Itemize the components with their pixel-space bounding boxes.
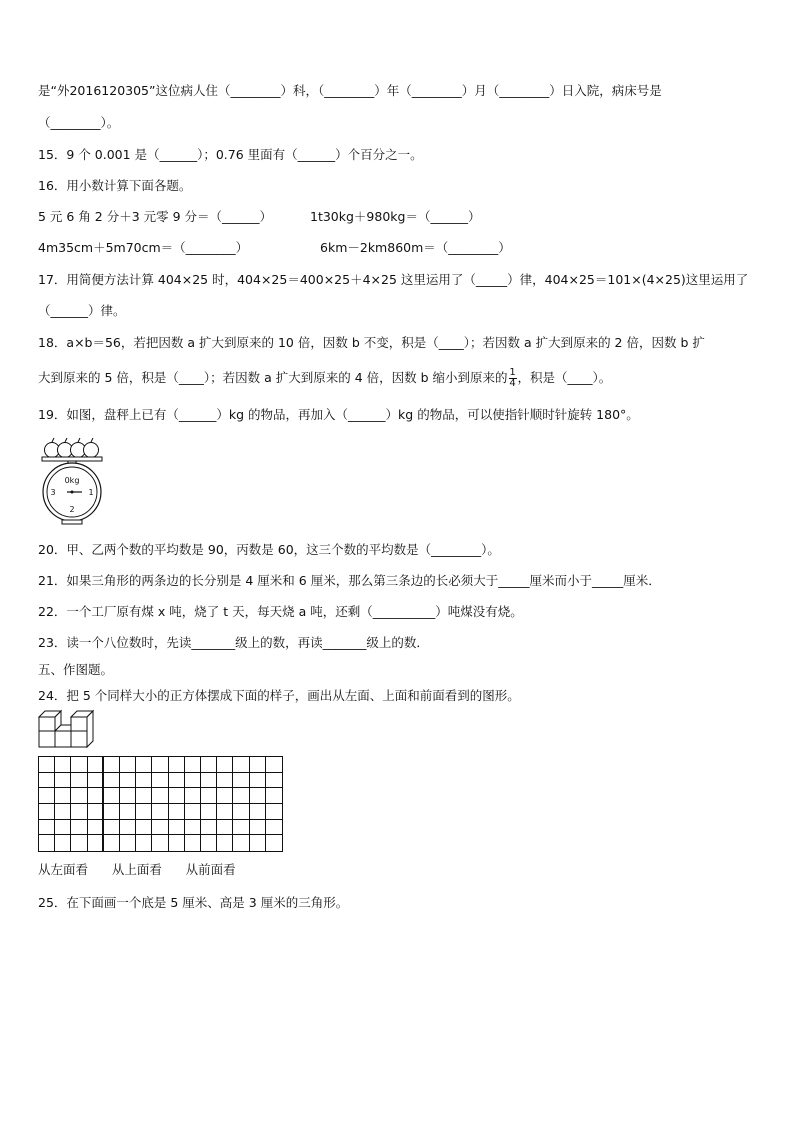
grid-cell [71, 773, 87, 789]
grid-cell [233, 788, 249, 804]
grid-cell [104, 804, 120, 820]
question-18-line-2 [38, 368, 611, 389]
grid-cell [169, 757, 185, 773]
scale-figure [38, 433, 106, 527]
grid-cell [201, 820, 217, 836]
grid-cell [55, 788, 71, 804]
grid-cell [233, 835, 249, 851]
grid-cell [136, 804, 152, 820]
grid-cell [250, 773, 266, 789]
cubes-figure [37, 707, 99, 751]
grid-cell [266, 773, 282, 789]
apple-icon [45, 438, 99, 458]
grid-cell [185, 773, 201, 789]
grid-cell [88, 788, 104, 804]
grid-cell [136, 835, 152, 851]
grid-cell [233, 804, 249, 820]
question-19: 19．如图，盘秤上已有（______）kg 的物品，再加入（______）kg 的物品，可以使指针顺时针旋转 180°。 [38, 407, 639, 422]
grid-cell [250, 804, 266, 820]
grid-cell [201, 835, 217, 851]
grid-cell [88, 820, 104, 836]
question-17-line-1: 17．用简便方法计算 404×25 时，404×25＝400×25＋4×25 这里运用了（_____）律，404×25＝101×(4×25)这里运用了 [38, 272, 749, 287]
grid-cell [55, 835, 71, 851]
grid-cell [217, 820, 233, 836]
question-20: 20．甲、乙两个数的平均数是 90，丙数是 60，这三个数的平均数是（________）。 [38, 542, 500, 557]
q14-line-1: 是“外2016120305”这位病人住（________）科，（________）年（________）月（________）日入院，病床号是 [38, 83, 662, 98]
grid-cell [152, 804, 168, 820]
grid-cell [266, 804, 282, 820]
grid-cell [185, 820, 201, 836]
question-21: 21．如果三角形的两条边的长分别是 4 厘米和 6 厘米，那么第三条边的长必须大于_____厘米而小于_____厘米． [38, 573, 661, 588]
grid-cell [136, 773, 152, 789]
grid-cell [217, 835, 233, 851]
grid-cell [250, 788, 266, 804]
grid-cell [120, 835, 136, 851]
grid-cell [39, 773, 55, 789]
grid-cell [217, 804, 233, 820]
grid-cell [169, 804, 185, 820]
grid-cell [169, 835, 185, 851]
grid-cell [71, 835, 87, 851]
fraction-denominator: 4 [509, 378, 516, 389]
grid-cell [201, 773, 217, 789]
grid-cell [88, 773, 104, 789]
grid-cell [104, 757, 120, 773]
section-5-heading: 五、作图题。 [38, 662, 114, 677]
grid-cell [169, 788, 185, 804]
grid-cell [250, 757, 266, 773]
grid-cell [120, 757, 136, 773]
grid-cell [71, 788, 87, 804]
drawing-grid [38, 756, 283, 852]
grid-cell [152, 835, 168, 851]
grid-cell [88, 804, 104, 820]
question-25: 25．在下面画一个底是 5 厘米、高是 3 厘米的三角形。 [38, 895, 349, 910]
grid-cell [104, 773, 120, 789]
grid-cell [152, 757, 168, 773]
grid-cell [39, 835, 55, 851]
scale-right-label: 1 [88, 488, 94, 497]
grid-cell [185, 835, 201, 851]
grid-cell [266, 820, 282, 836]
question-18-line-1: 18．a×b＝56，若把因数 a 扩大到原来的 10 倍，因数 b 不变，积是（____）；若因数 a 扩大到原来的 2 倍，因数 b 扩 [38, 335, 705, 350]
grid-cell [233, 820, 249, 836]
grid-cell [169, 773, 185, 789]
grid-cell [217, 773, 233, 789]
grid-cell [55, 773, 71, 789]
grid-cell [250, 820, 266, 836]
grid-cell [120, 773, 136, 789]
grid-cell [185, 757, 201, 773]
view-labels: 从左面看 从上面看 从前面看 [38, 862, 236, 877]
question-16b: 1t30kg＋980kg＝（______） [310, 209, 481, 224]
grid-cell [266, 788, 282, 804]
grid-cell [201, 804, 217, 820]
grid-cell [88, 757, 104, 773]
grid-cell [71, 804, 87, 820]
grid-cell [185, 788, 201, 804]
question-18-text-a: 大到原来的 5 倍，积是（____）；若因数 a 扩大到原来的 4 倍，因数 b 缩小到原来的 [38, 370, 508, 385]
grid-cell [55, 804, 71, 820]
grid-cell [104, 835, 120, 851]
grid-cell [250, 835, 266, 851]
grid-cell [169, 820, 185, 836]
scale-left-label: 3 [50, 488, 56, 497]
grid-cell [88, 835, 104, 851]
grid-cell [136, 788, 152, 804]
grid-cell [120, 788, 136, 804]
grid-cell [55, 757, 71, 773]
grid-cell [120, 804, 136, 820]
grid-cell [39, 788, 55, 804]
question-15: 15．9 个 0.001 是（______）；0.76 里面有（______）个百分之一。 [38, 147, 423, 162]
grid-cell [152, 820, 168, 836]
grid-cell [217, 788, 233, 804]
grid-cell [152, 788, 168, 804]
grid-cell [152, 773, 168, 789]
grid-cell [71, 820, 87, 836]
grid-cell [39, 757, 55, 773]
question-24: 24．把 5 个同样大小的正方体摆成下面的样子，画出从左面、上面和前面看到的图形。 [38, 688, 520, 703]
grid-cell [266, 757, 282, 773]
grid-cell [136, 757, 152, 773]
fraction-numerator: 1 [509, 367, 516, 378]
question-22: 22．一个工厂原有煤 x 吨，烧了 t 天，每天烧 a 吨，还剩（__________）吨煤没有烧。 [38, 604, 523, 619]
grid-cell [185, 804, 201, 820]
question-16: 16．用小数计算下面各题。 [38, 178, 192, 193]
grid-cell [104, 820, 120, 836]
question-16c: 4m35cm＋5m70cm＝（________） [38, 240, 249, 255]
grid-cell [104, 788, 120, 804]
grid-cell [39, 804, 55, 820]
scale-bottom-label: 2 [69, 505, 75, 514]
grid-cell [120, 820, 136, 836]
grid-cell [39, 820, 55, 836]
grid-cell [55, 820, 71, 836]
scale-zero-label: 0kg [64, 476, 80, 485]
grid-cell [136, 820, 152, 836]
grid-cell [201, 757, 217, 773]
grid-cell [233, 773, 249, 789]
grid-cell [266, 835, 282, 851]
question-16d: 6km－2km860m＝（________） [320, 240, 511, 255]
question-17-line-2: （______）律。 [38, 303, 126, 318]
grid-cell [233, 757, 249, 773]
question-16a: 5 元 6 角 2 分＋3 元零 9 分＝（______） [38, 209, 273, 224]
question-18-text-b: ，积是（____）。 [517, 370, 612, 385]
grid-cell [71, 757, 87, 773]
q14-line-2: （________）。 [38, 115, 120, 130]
grid-cell [217, 757, 233, 773]
fraction-one-quarter [509, 368, 517, 389]
grid-cell [201, 788, 217, 804]
question-23: 23．读一个八位数时，先读_______级上的数，再读_______级上的数． [38, 635, 429, 650]
